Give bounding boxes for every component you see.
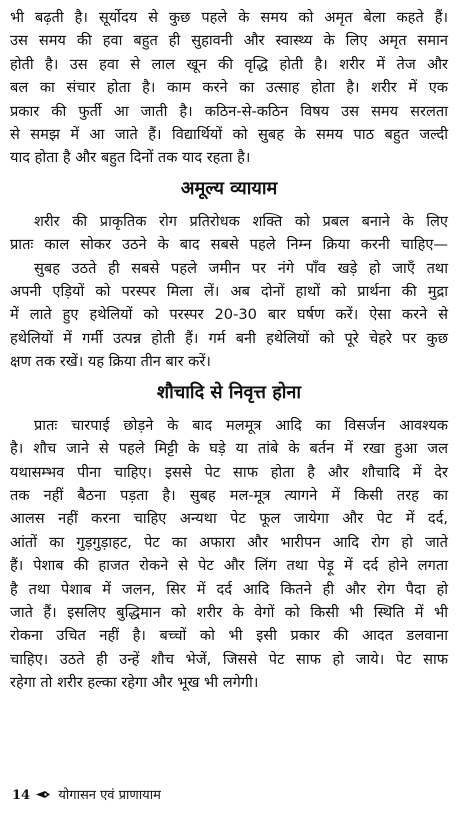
text-line: रहेगा तो शरीर हल्का रहेगा और भूख भी लगेगी। bbox=[10, 674, 259, 692]
paragraph-intro bbox=[10, 6, 448, 170]
text-line: प्रातः काल सोकर उठने के बाद सबसे पहले निम्न क्रिया करनी चाहिए— bbox=[10, 236, 448, 254]
text-line: हथेलियों में गर्मी उत्पन्न होती हैं। गर्म बनी हथेलियों को पूरे चेहरे पर कुछ bbox=[10, 329, 448, 347]
paragraph-exercise bbox=[10, 210, 448, 374]
page-footer bbox=[12, 786, 161, 805]
text-line: प्रातः चारपाई छोड़ने के बाद मलमूत्र आदि का विसर्जन आवश्यक bbox=[34, 416, 448, 434]
text-line: बल का संचार होता है। काम करने का उत्साह होता है। शरीर में एक bbox=[10, 79, 448, 97]
book-title: योगासन एवं प्राणायाम bbox=[58, 788, 161, 803]
text-line: शरीर की प्राकृतिक रोग प्रतिरोधक शक्ति को प्रबल बनाने के लिए bbox=[34, 212, 448, 230]
text-line: क्षण तक रखें। यह क्रिया तीन बार करें। bbox=[10, 353, 211, 371]
text-line: होती है। उस हवा से लाल खून की वृद्धि होती है। शरीर में तेज और bbox=[10, 55, 448, 73]
text-line: आंतों का गुड़गुड़ाहट, पेट का अफारा और भारीपन आदि रोग हो जाते bbox=[10, 533, 448, 551]
text-line: यथासम्भव पीना चाहिए। इससे पेट साफ होता है और शौचादि में देर bbox=[10, 463, 448, 481]
text-line: आलस नहीं करना चाहिए अन्यथा पेट फूल जायेगा और पेट में दर्द, bbox=[10, 510, 448, 528]
text-line: अपनी एड़ियों को परस्पर मिला लें। अब दोनों हाथों को प्रार्थना की मुद्रा bbox=[10, 283, 448, 301]
text-line: से समझ में आ जाते हैं। विद्यार्थियों को सुबह के समय पाठ बहुत जल्दी bbox=[10, 126, 448, 144]
text-line: तक नहीं बैठना पड़ता है। सुबह मल-मूत्र त्यागने में किसी तरह का bbox=[10, 486, 448, 504]
text-line: है तथा पेशाब में जलन, सिर में दर्द आदि कितने ही और रोग पैदा हो bbox=[10, 580, 448, 598]
section-heading-toilet: शौचादि से निवृत्त होना bbox=[156, 381, 302, 403]
text-line: चाहिए। उठते ही उन्हें शौच भेजें, जिससे पेट साफ हो जाये। पेट साफ bbox=[10, 650, 448, 668]
text-line: रोकना उचित नहीं है। बच्चों को भी इसी प्रकार की आदत डलवाना bbox=[10, 627, 448, 645]
page-number: 14 bbox=[12, 788, 31, 803]
text-line: याद होता है और बहुत दिनों तक याद रहता है। bbox=[10, 149, 251, 167]
text-line: में लाते हुए हथेलियों को परस्पर 20-30 बार घर्षण करें। ऐसा करने से bbox=[10, 306, 448, 324]
section-heading-exercise: अमूल्य व्यायाम bbox=[180, 177, 278, 199]
text-line: है। शौच जाने से पहले मिट्टी के घड़े या तांबे के बर्तन में रखा हुआ जल bbox=[10, 440, 448, 458]
text-line: जाते हैं। इसलिए बुद्धिमान को शरीर के वेगों को किसी भी स्थिति में भी bbox=[10, 603, 448, 621]
text-line: प्रकार की फुर्ती आ जाती है। कठिन-से-कठिन विषय उस समय सरलता bbox=[10, 102, 448, 120]
text-line: उस समय की हवा बहुत ही सुहावनी और स्वास्थ्य के लिए अमृत समान bbox=[10, 32, 448, 50]
pen-nib-icon bbox=[36, 786, 50, 804]
paragraph-toilet bbox=[10, 414, 448, 695]
text-line: हैं। पेशाब की हाजत रोकने से पेट और लिंग तथा पेड़ू में दर्द होने लगता bbox=[10, 557, 448, 575]
text-line: भी बढ़ती है। सूर्योदय से कुछ पहले के समय को अमृत बेला कहते हैं। bbox=[10, 9, 448, 26]
text-line: सुबह उठते ही सबसे पहले जमीन पर नंगे पाँव खड़े हो जाएँ तथा bbox=[34, 259, 448, 277]
